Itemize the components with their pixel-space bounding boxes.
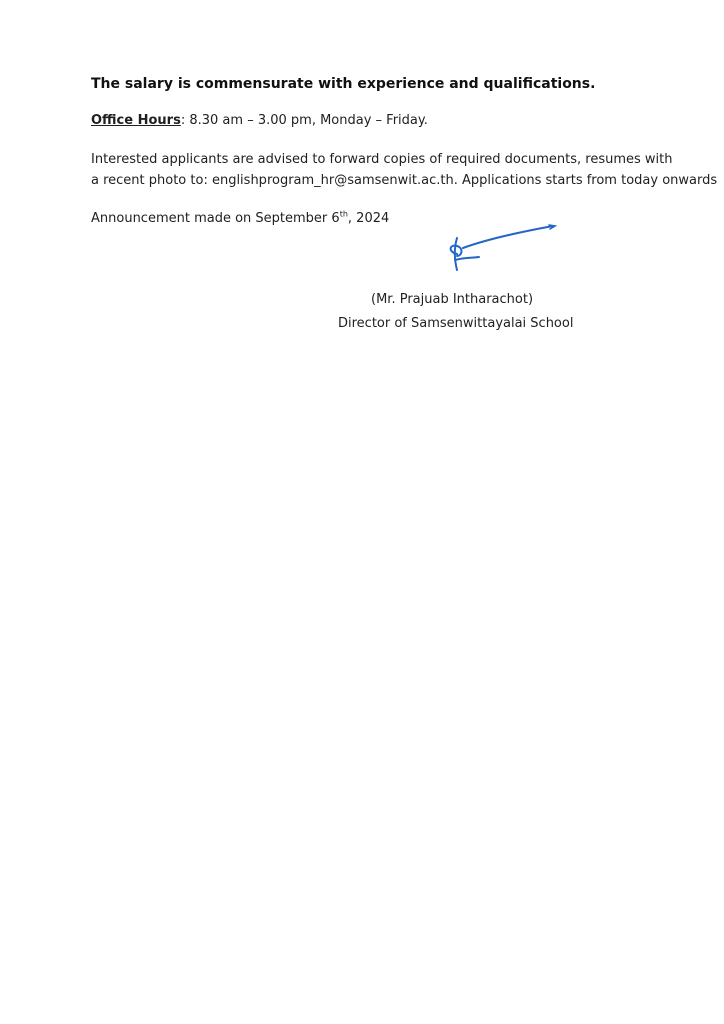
office-hours xyxy=(91,113,428,129)
office-hours-value: 8.30 am – 3.00 pm, Monday – Friday. xyxy=(185,113,428,128)
office-hours-label: Office Hours xyxy=(91,113,181,128)
announcement-year: , 2024 xyxy=(347,211,390,226)
announcement-ordinal: th xyxy=(339,209,348,219)
announcement-prefix: Announcement made on September 6 xyxy=(91,211,340,226)
application-instructions-line-2: a recent photo to: englishprogram_hr@samsenwit.ac.th. Applications starts from today onwards xyxy=(91,173,718,188)
signatory-title: Director of Samsenwittayalai School xyxy=(338,316,574,331)
signatory-name: (Mr. Prajuab Intharachot) xyxy=(371,292,534,307)
application-instructions-line-1: Interested applicants are advised to forward copies of required documents, resumes with xyxy=(91,152,673,167)
salary-statement: The salary is commensurate with experience and qualifications. xyxy=(91,76,596,92)
office-hours-colon: : xyxy=(180,113,186,128)
announcement-date xyxy=(91,211,389,227)
handwritten-signature xyxy=(445,220,557,276)
